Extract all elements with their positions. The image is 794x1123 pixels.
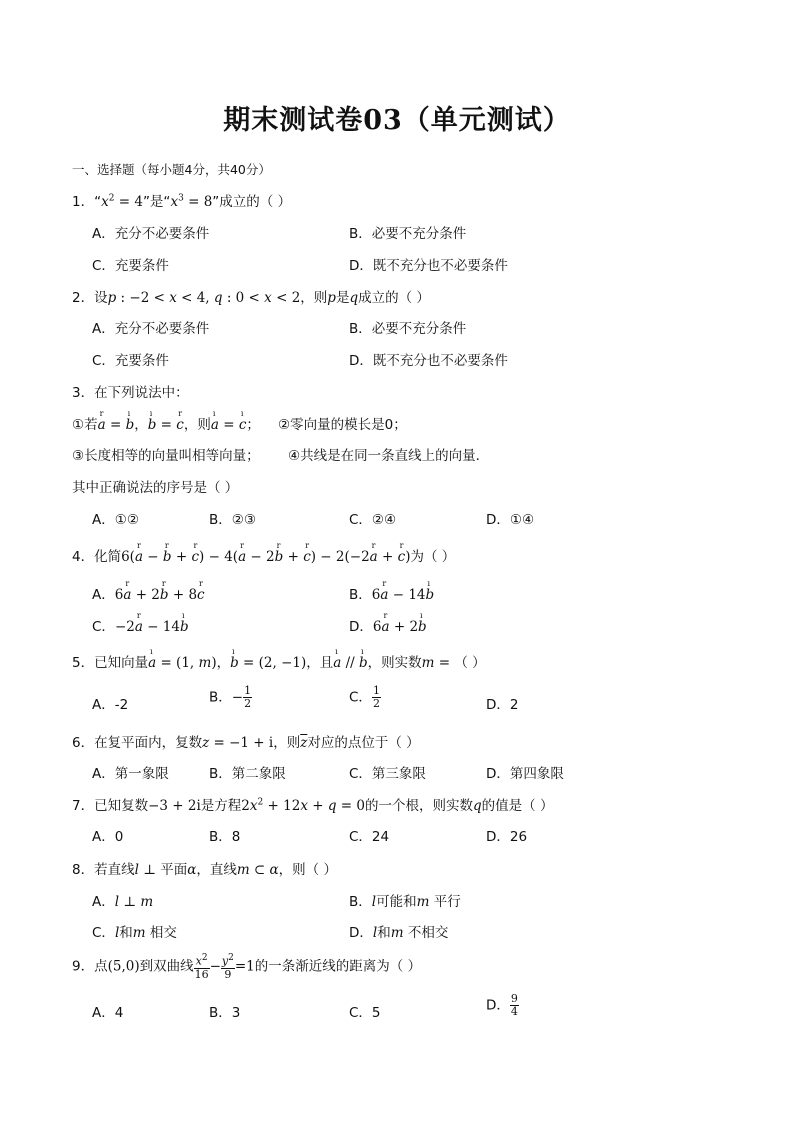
q1-option-b[interactable]: B．必要不充分条件	[349, 226, 467, 242]
q9-option-d[interactable]: D． $\frac{9}{4}$	[486, 992, 518, 1018]
q2-option-d[interactable]: D．既不充分也不必要条件	[349, 353, 508, 369]
section-heading: 一、选择题（每小题4分，共40分）	[72, 162, 271, 177]
q8-option-a[interactable]: A．l ⊥ m	[92, 894, 154, 910]
q5-option-b[interactable]: B．− $\frac{1}{2}$	[209, 684, 252, 710]
q7-option-c[interactable]: C．24	[349, 829, 390, 845]
q1-option-a[interactable]: A．充分不必要条件	[92, 226, 210, 242]
q4-option-c[interactable]: C．−2r a − 14ı b	[92, 615, 189, 635]
q5-option-a[interactable]: A．-2	[92, 697, 129, 713]
q3-statement-4: ④共线是在同一条直线上的向量．	[288, 448, 490, 464]
question-8: 8．若直线l ⊥ 平面α，直线m ⊂ α，则（ ）	[72, 862, 337, 878]
q1-option-d[interactable]: D．既不充分也不必要条件	[349, 258, 508, 274]
q4-option-d[interactable]: D．6r a + 2ı b	[349, 615, 427, 635]
q8-option-d[interactable]: D．l和m 不相交	[349, 925, 449, 941]
q7-option-b[interactable]: B．8	[209, 829, 241, 845]
q6-option-b[interactable]: B．第二象限	[209, 766, 286, 782]
question-2: 2．设p : −2 < x < 4, q : 0 < x < 2，则p是q成立的（ ）	[72, 290, 430, 306]
q6-option-a[interactable]: A．第一象限	[92, 766, 169, 782]
q5-option-c[interactable]: C． $\frac{1}{2}$	[349, 684, 380, 710]
q4-option-a[interactable]: A．6r a + 2r b + 8r c	[92, 583, 205, 603]
q9-option-b[interactable]: B．3	[209, 1005, 241, 1021]
question-3: 3．在下列说法中：	[72, 385, 189, 401]
question-5: 5．已知向量ı a = (1, m)，ı b = (2, −1)，且ı a // ı b，则实数m = （ ）	[72, 651, 486, 671]
page-title: 期末测试卷03（单元测试）	[223, 105, 571, 136]
q1-option-c[interactable]: C．充要条件	[92, 258, 169, 274]
q7-option-d[interactable]: D．26	[486, 829, 528, 845]
q5-option-d[interactable]: D．2	[486, 697, 519, 713]
q2-option-a[interactable]: A．充分不必要条件	[92, 321, 210, 337]
q9-option-c[interactable]: C．5	[349, 1005, 381, 1021]
q4-option-b[interactable]: B．6r a − 14ı b	[349, 583, 434, 603]
q2-option-b[interactable]: B．必要不充分条件	[349, 321, 467, 337]
question-1: 1．“$x^2 = 4$”是“$x^3 = 8$”成立的（ ）	[72, 193, 292, 210]
q8-option-b[interactable]: B．l可能和m 平行	[349, 894, 461, 910]
question-7: 7．已知复数−3 + 2i是方程$2x^2 + 12x + q = 0$的一个根，则实数q的值是（ ）	[72, 797, 554, 814]
q3-option-a[interactable]: A．①②	[92, 512, 139, 528]
question-6: 6．在复平面内，复数z = −1 + i，则$\overline{z}$对应的点位于（ ）	[72, 735, 420, 751]
q3-question: 其中正确说法的序号是（ ）	[72, 480, 239, 496]
q6-option-d[interactable]: D．第四象限	[486, 766, 564, 782]
q8-option-c[interactable]: C．l和m 相交	[92, 925, 177, 941]
question-4: 4．化简6(r a − r b + r c) − 4(r a − 2r b + r c) − 2(−2r a + r c)为（ ）	[72, 545, 455, 565]
q3-option-c[interactable]: C．②④	[349, 512, 397, 528]
q6-option-c[interactable]: C．第三象限	[349, 766, 426, 782]
q9-option-a[interactable]: A．4	[92, 1005, 124, 1021]
q3-statement-3: ③长度相等的向量叫相等向量；	[72, 448, 260, 464]
q3-statement-1: ①若r a = ı b，ı b = r c，则ı a = ı c；	[72, 413, 260, 433]
q2-option-c[interactable]: C．充要条件	[92, 353, 169, 369]
q3-option-d[interactable]: D．①④	[486, 512, 535, 528]
q3-option-b[interactable]: B．②③	[209, 512, 256, 528]
q7-option-a[interactable]: A．0	[92, 829, 124, 845]
question-9: 9．点(5,0)到双曲线 $\frac{x^2}{16}$ − $\frac{y^2}{9}$ =1的一条渐近线的距离为（ ）	[72, 953, 422, 981]
q3-statement-2: ②零向量的模长是0；	[278, 417, 407, 433]
